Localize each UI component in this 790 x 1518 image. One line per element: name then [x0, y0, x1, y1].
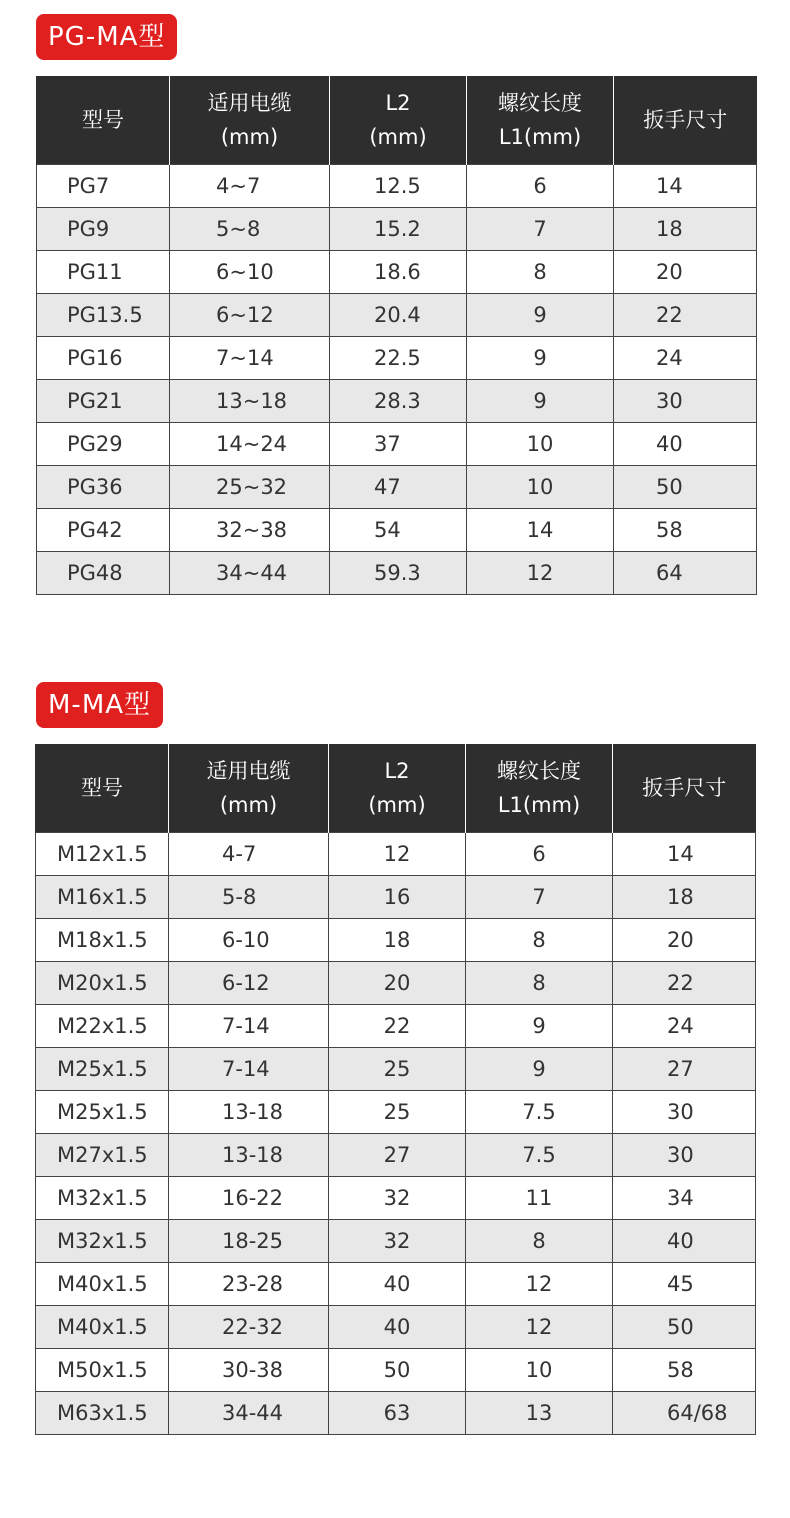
cell-l2: 25 — [329, 1091, 466, 1134]
cell-wrench-size: 14 — [614, 165, 757, 208]
cell-l2: 40 — [329, 1263, 466, 1306]
cell-thread-length: 14 — [467, 509, 614, 552]
table-row — [36, 833, 756, 876]
table-body — [36, 833, 756, 1435]
cell-l2: 50 — [329, 1349, 466, 1392]
cell-l2: 28.3 — [330, 380, 467, 423]
cell-model: PG16 — [37, 337, 170, 380]
cell-model: PG29 — [37, 423, 170, 466]
header-l2: L2 (mm) — [330, 76, 467, 165]
header-cable-range: 适用电缆 (mm) — [169, 744, 329, 833]
cell-thread-length: 9 — [467, 337, 614, 380]
cell-thread-length: 7 — [467, 208, 614, 251]
cell-cable-range: 34-44 — [169, 1392, 329, 1435]
cell-model: PG36 — [37, 466, 170, 509]
cell-model: M16x1.5 — [36, 876, 169, 919]
cell-wrench-size: 24 — [613, 1005, 756, 1048]
table-row — [36, 1177, 756, 1220]
header-thread-length: 螺纹长度 L1(mm) — [466, 744, 613, 833]
cell-thread-length: 8 — [466, 1220, 613, 1263]
cell-cable-range: 14~24 — [170, 423, 330, 466]
cell-model: M12x1.5 — [36, 833, 169, 876]
cell-cable-range: 32~38 — [170, 509, 330, 552]
cell-cable-range: 7-14 — [169, 1048, 329, 1091]
cell-cable-range: 22-32 — [169, 1306, 329, 1349]
cell-model: M20x1.5 — [36, 962, 169, 1005]
cell-wrench-size: 58 — [614, 509, 757, 552]
cell-l2: 32 — [329, 1220, 466, 1263]
table-row — [37, 251, 757, 294]
cell-wrench-size: 22 — [614, 294, 757, 337]
cell-wrench-size: 18 — [613, 876, 756, 919]
cell-l2: 54 — [330, 509, 467, 552]
cell-l2: 25 — [329, 1048, 466, 1091]
cell-wrench-size: 34 — [613, 1177, 756, 1220]
header-cable-range: 适用电缆 (mm) — [170, 76, 330, 165]
cell-model: M32x1.5 — [36, 1177, 169, 1220]
cell-cable-range: 6~12 — [170, 294, 330, 337]
header-wrench-size: 扳手尺寸 — [614, 76, 757, 165]
table-row — [36, 1263, 756, 1306]
cell-thread-length: 7.5 — [466, 1134, 613, 1177]
table-row — [37, 165, 757, 208]
table-row — [36, 1134, 756, 1177]
cell-model: PG9 — [37, 208, 170, 251]
cell-cable-range: 7~14 — [170, 337, 330, 380]
cell-wrench-size: 45 — [613, 1263, 756, 1306]
cell-cable-range: 16-22 — [169, 1177, 329, 1220]
cell-l2: 18.6 — [330, 251, 467, 294]
cell-cable-range: 30-38 — [169, 1349, 329, 1392]
cell-l2: 47 — [330, 466, 467, 509]
cell-wrench-size: 27 — [613, 1048, 756, 1091]
cell-thread-length: 8 — [466, 919, 613, 962]
table-header-row — [37, 76, 757, 165]
cell-model: PG42 — [37, 509, 170, 552]
cell-model: M18x1.5 — [36, 919, 169, 962]
cell-thread-length: 13 — [466, 1392, 613, 1435]
cell-l2: 22.5 — [330, 337, 467, 380]
table-row — [36, 1220, 756, 1263]
cell-l2: 37 — [330, 423, 467, 466]
cell-l2: 32 — [329, 1177, 466, 1220]
cell-cable-range: 6-10 — [169, 919, 329, 962]
cell-model: M40x1.5 — [36, 1263, 169, 1306]
cell-cable-range: 34~44 — [170, 552, 330, 595]
cell-model: M32x1.5 — [36, 1220, 169, 1263]
cell-l2: 27 — [329, 1134, 466, 1177]
cell-wrench-size: 22 — [613, 962, 756, 1005]
header-wrench-size: 扳手尺寸 — [613, 744, 756, 833]
cell-wrench-size: 30 — [614, 380, 757, 423]
cell-thread-length: 9 — [466, 1005, 613, 1048]
cell-cable-range: 6~10 — [170, 251, 330, 294]
spec-table-m-ma — [35, 744, 756, 1435]
cell-thread-length: 11 — [466, 1177, 613, 1220]
cell-wrench-size: 40 — [613, 1220, 756, 1263]
cell-thread-length: 10 — [466, 1349, 613, 1392]
cell-cable-range: 18-25 — [169, 1220, 329, 1263]
cell-cable-range: 5-8 — [169, 876, 329, 919]
cell-model: PG21 — [37, 380, 170, 423]
cell-cable-range: 25~32 — [170, 466, 330, 509]
cell-thread-length: 12 — [466, 1263, 613, 1306]
table-row — [36, 1048, 756, 1091]
cell-thread-length: 12 — [467, 552, 614, 595]
cell-wrench-size: 64 — [614, 552, 757, 595]
section-tag-m-ma: M-MA型 — [36, 682, 163, 728]
header-model: 型号 — [36, 744, 169, 833]
table-row — [36, 1005, 756, 1048]
table-row — [36, 1091, 756, 1134]
cell-thread-length: 9 — [467, 380, 614, 423]
cell-wrench-size: 64/68 — [613, 1392, 756, 1435]
cell-l2: 12.5 — [330, 165, 467, 208]
table-body — [37, 165, 757, 595]
cell-model: M27x1.5 — [36, 1134, 169, 1177]
cell-wrench-size: 20 — [614, 251, 757, 294]
header-l2: L2 (mm) — [329, 744, 466, 833]
table-row — [37, 380, 757, 423]
table-row — [36, 876, 756, 919]
table-row — [37, 337, 757, 380]
table-row — [37, 294, 757, 337]
cell-thread-length: 10 — [467, 466, 614, 509]
cell-model: PG13.5 — [37, 294, 170, 337]
cell-l2: 63 — [329, 1392, 466, 1435]
table-row — [37, 509, 757, 552]
table-row — [36, 1306, 756, 1349]
cell-model: M25x1.5 — [36, 1048, 169, 1091]
cell-model: M63x1.5 — [36, 1392, 169, 1435]
cell-cable-range: 4-7 — [169, 833, 329, 876]
cell-model: PG11 — [37, 251, 170, 294]
cell-cable-range: 13-18 — [169, 1134, 329, 1177]
table-row — [36, 1349, 756, 1392]
table-row — [37, 208, 757, 251]
cell-model: M50x1.5 — [36, 1349, 169, 1392]
table-row — [36, 1392, 756, 1435]
cell-model: M25x1.5 — [36, 1091, 169, 1134]
cell-cable-range: 5~8 — [170, 208, 330, 251]
cell-l2: 16 — [329, 876, 466, 919]
cell-cable-range: 4~7 — [170, 165, 330, 208]
cell-l2: 59.3 — [330, 552, 467, 595]
spec-table-pg-ma — [36, 76, 757, 595]
cell-thread-length: 10 — [467, 423, 614, 466]
table-row — [36, 919, 756, 962]
cell-model: PG7 — [37, 165, 170, 208]
cell-model: M40x1.5 — [36, 1306, 169, 1349]
cell-thread-length: 7 — [466, 876, 613, 919]
cell-cable-range: 7-14 — [169, 1005, 329, 1048]
cell-cable-range: 13-18 — [169, 1091, 329, 1134]
cell-thread-length: 6 — [466, 833, 613, 876]
cell-wrench-size: 30 — [613, 1091, 756, 1134]
header-model: 型号 — [37, 76, 170, 165]
cell-thread-length: 9 — [467, 294, 614, 337]
cell-l2: 40 — [329, 1306, 466, 1349]
header-thread-length: 螺纹长度 L1(mm) — [467, 76, 614, 165]
cell-wrench-size: 58 — [613, 1349, 756, 1392]
cell-l2: 20.4 — [330, 294, 467, 337]
cell-wrench-size: 40 — [614, 423, 757, 466]
cell-wrench-size: 18 — [614, 208, 757, 251]
cell-wrench-size: 20 — [613, 919, 756, 962]
cell-thread-length: 12 — [466, 1306, 613, 1349]
cell-thread-length: 8 — [466, 962, 613, 1005]
cell-l2: 20 — [329, 962, 466, 1005]
cell-l2: 15.2 — [330, 208, 467, 251]
table-row — [37, 552, 757, 595]
section-tag-pg-ma: PG-MA型 — [36, 14, 177, 60]
cell-wrench-size: 50 — [613, 1306, 756, 1349]
cell-thread-length: 8 — [467, 251, 614, 294]
cell-wrench-size: 50 — [614, 466, 757, 509]
cell-model: PG48 — [37, 552, 170, 595]
cell-wrench-size: 14 — [613, 833, 756, 876]
cell-thread-length: 9 — [466, 1048, 613, 1091]
table-header-row — [36, 744, 756, 833]
cell-l2: 22 — [329, 1005, 466, 1048]
cell-wrench-size: 24 — [614, 337, 757, 380]
table-row — [37, 466, 757, 509]
cell-thread-length: 6 — [467, 165, 614, 208]
cell-l2: 18 — [329, 919, 466, 962]
table-row — [36, 962, 756, 1005]
cell-cable-range: 13~18 — [170, 380, 330, 423]
cell-wrench-size: 30 — [613, 1134, 756, 1177]
cell-cable-range: 23-28 — [169, 1263, 329, 1306]
table-row — [37, 423, 757, 466]
cell-l2: 12 — [329, 833, 466, 876]
cell-cable-range: 6-12 — [169, 962, 329, 1005]
cell-model: M22x1.5 — [36, 1005, 169, 1048]
cell-thread-length: 7.5 — [466, 1091, 613, 1134]
